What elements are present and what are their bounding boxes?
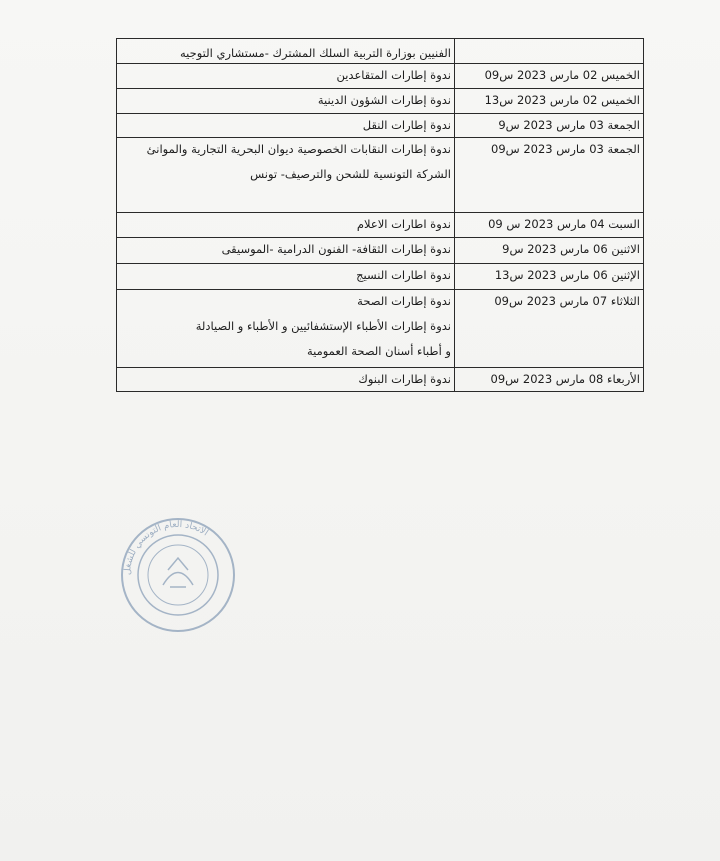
event-line: ندوة إطارات البنوك bbox=[358, 372, 451, 386]
event-cell bbox=[117, 290, 455, 368]
table-row bbox=[117, 213, 644, 238]
event-cell bbox=[117, 64, 455, 89]
date-cell: الخميس 02 مارس 2023 س13 bbox=[455, 89, 644, 114]
event-line: الشركة التونسية للشحن والترصيف- تونس bbox=[250, 167, 451, 181]
event-line: ندوة إطارات المتقاعدين bbox=[336, 68, 451, 82]
date-cell: الجمعة 03 مارس 2023 س9 bbox=[455, 114, 644, 138]
event-line: ندوة إطارات الشؤون الدينية bbox=[317, 93, 451, 107]
table-row bbox=[117, 264, 644, 290]
event-cell bbox=[117, 138, 455, 213]
table-row bbox=[117, 138, 644, 213]
event-line: ندوة إطارات النقابات الخصوصية ديوان البحرية التجارية والموانئ bbox=[146, 142, 451, 156]
event-cell bbox=[117, 238, 455, 264]
event-line: و أطباء أسنان الصحة العمومية bbox=[306, 344, 451, 358]
date-cell: الاثنين 06 مارس 2023 س9 bbox=[455, 238, 644, 264]
schedule-table bbox=[116, 38, 644, 392]
date-cell: الخميس 02 مارس 2023 س09 bbox=[455, 64, 644, 89]
date-cell: الأربعاء 08 مارس 2023 س09 bbox=[455, 368, 644, 392]
event-line: ندوة إطارات الأطباء الإستشفائيين و الأطباء و الصيادلة bbox=[195, 319, 451, 333]
event-line: ندوة اطارات النسيج bbox=[356, 268, 451, 282]
table-row bbox=[117, 368, 644, 392]
table-row bbox=[117, 89, 644, 114]
table-row bbox=[117, 39, 644, 64]
date-cell: الإثنين 06 مارس 2023 س13 bbox=[455, 264, 644, 290]
date-cell: الجمعة 03 مارس 2023 س09 bbox=[455, 138, 644, 213]
event-cell bbox=[117, 368, 455, 392]
table-row bbox=[117, 290, 644, 368]
table-row bbox=[117, 114, 644, 138]
event-line: ندوة إطارات الصحة bbox=[357, 294, 451, 308]
event-cell bbox=[117, 89, 455, 114]
table-row bbox=[117, 64, 644, 89]
event-line: الفنيين بوزارة التربية السلك المشترك -مستشاري التوجيه bbox=[179, 46, 451, 60]
table-row bbox=[117, 238, 644, 264]
event-line: ندوة اطارات الاعلام bbox=[356, 217, 451, 231]
date-cell: السبت 04 مارس 2023 س 09 bbox=[455, 213, 644, 238]
event-cell bbox=[117, 114, 455, 138]
event-cell bbox=[117, 264, 455, 290]
event-cell bbox=[117, 39, 455, 64]
event-line: ندوة إطارات النقل bbox=[362, 118, 451, 132]
stamp-text: الاتحاد العام التونسي للشغل bbox=[122, 519, 210, 576]
official-stamp bbox=[118, 515, 238, 635]
date-cell bbox=[455, 39, 644, 64]
date-cell: الثلاثاء 07 مارس 2023 س09 bbox=[455, 290, 644, 368]
event-cell bbox=[117, 213, 455, 238]
event-line: ندوة إطارات الثقافة- الفنون الدرامية -الموسيقى bbox=[221, 242, 451, 256]
